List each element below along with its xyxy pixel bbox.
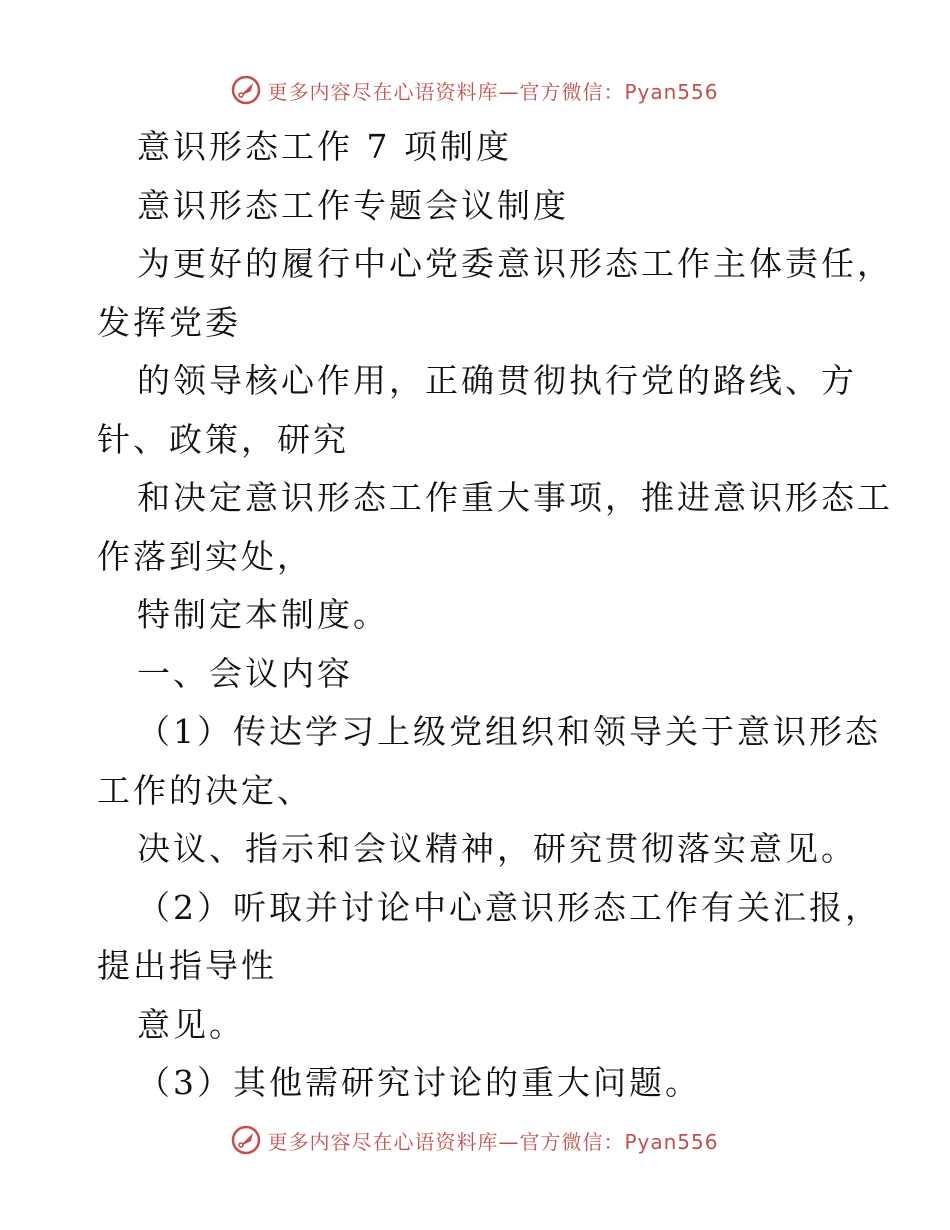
document-body — [97, 118, 893, 1113]
text-line: 为更好的履行中心党委意识形态工作主体责任， — [137, 244, 893, 283]
text-line: 的领导核心作用，正确贯彻执行党的路线、方 — [137, 361, 857, 400]
text-line: （1）传达学习上级党组织和领导关于意识形态 — [137, 712, 881, 751]
watermark-text: 更多内容尽在心语资料库—官方微信：Pyan556 — [267, 79, 719, 104]
text-line: 和决定意识形态工作重大事项，推进意识形态工 — [137, 478, 893, 517]
text-line: （3）其他需研究讨论的重大问题。 — [137, 1063, 701, 1102]
text-line: 一、会议内容 — [137, 653, 353, 693]
text-line: 特制定本制度。 — [137, 595, 389, 634]
text-line: 针、政策，研究 — [97, 419, 349, 459]
text-line: 意识形态工作 7 项制度 — [137, 127, 512, 166]
text-line: 意识形态工作专题会议制度 — [137, 185, 569, 225]
quill-logo-icon — [231, 75, 261, 105]
text-line: 发挥党委 — [97, 302, 241, 342]
text-line: （2）听取并讨论中心意识形态工作有关汇报， — [137, 887, 881, 927]
watermark-banner-bottom — [0, 1120, 950, 1160]
watermark-banner-top — [0, 70, 950, 110]
text-line: 意见。 — [137, 1004, 245, 1044]
text-line: 提出指导性 — [97, 946, 277, 985]
text-line: 作落到实处， — [97, 536, 313, 576]
text-line: 决议、指示和会议精神，研究贯彻落实意见。 — [137, 829, 857, 868]
quill-logo-icon — [231, 1125, 261, 1155]
watermark-text: 更多内容尽在心语资料库—官方微信：Pyan556 — [267, 1129, 719, 1154]
text-line: 工作的决定、 — [97, 770, 313, 810]
